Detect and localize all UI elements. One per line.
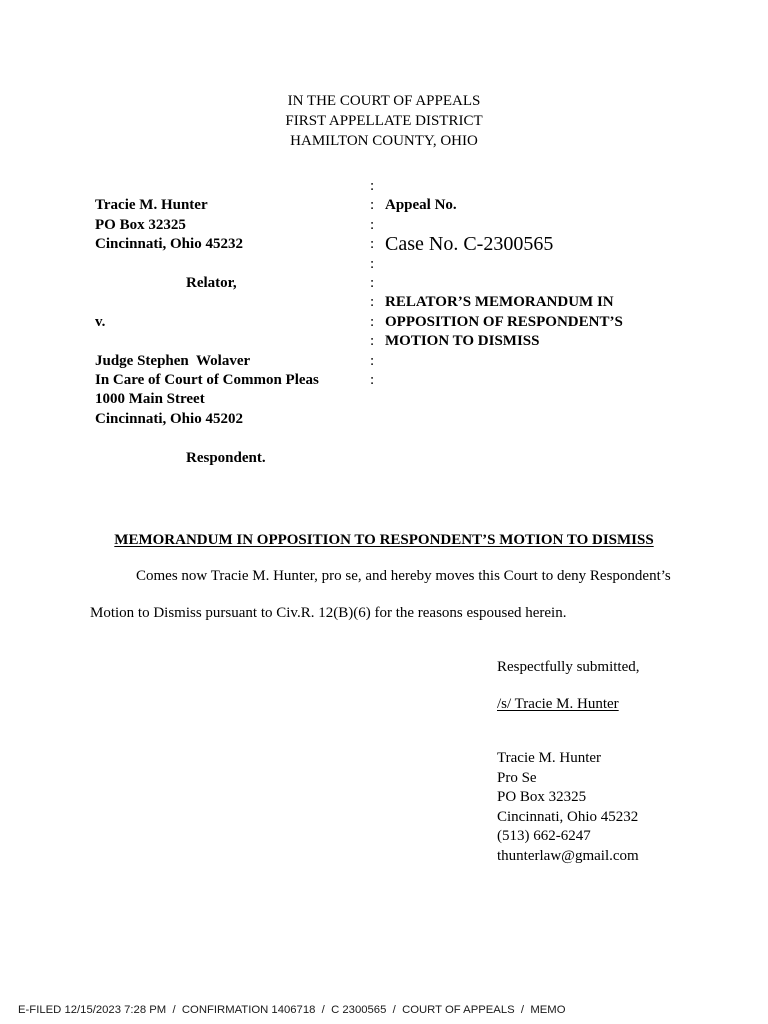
respondent-address-line2: 1000 Main Street <box>95 391 205 408</box>
signer-name: Tracie M. Hunter <box>497 750 602 767</box>
signer-email: thunterlaw@gmail.com <box>497 847 639 864</box>
document-title-line: RELATOR’S MEMORANDUM IN <box>385 294 614 311</box>
memorandum-heading: MEMORANDUM IN OPPOSITION TO RESPONDENT’S MOTION TO DISMISS <box>114 532 654 549</box>
caption-separator-colon: : <box>370 313 375 330</box>
versus-label: v. <box>95 313 106 330</box>
efiling-stamp: E-FILED 12/15/2023 7:28 PM / CONFIRMATION 1406718 / C 2300565 / COURT OF APPEALS / MEMO <box>18 1004 566 1016</box>
case-number: Case No. C-2300565 <box>385 233 554 256</box>
signature-closing: Respectfully submitted, <box>497 659 640 676</box>
signer-address-line1: PO Box 32325 <box>497 789 587 806</box>
respondent-address-line1: In Care of Court of Common Pleas <box>95 372 319 388</box>
relator-address-line2: Cincinnati, Ohio 45232 <box>95 236 243 253</box>
respondent-role: Respondent. <box>186 449 266 466</box>
caption-separator-colon: : <box>370 236 375 253</box>
court-district: FIRST APPELLATE DISTRICT <box>285 113 483 129</box>
relator-role: Relator, <box>186 275 237 291</box>
respondent-name: Judge Stephen Wolaver <box>95 352 251 369</box>
signer-phone: (513) 662-6247 <box>497 828 591 845</box>
caption-separator-colon: : <box>370 294 375 311</box>
court-county: HAMILTON COUNTY, OHIO <box>290 133 478 149</box>
relator-address-line1: PO Box 32325 <box>95 216 186 233</box>
body-text-line: Motion to Dismiss pursuant to Civ.R. 12(B)(6) for the reasons espoused herein. <box>90 605 567 622</box>
electronic-signature: /s/ Tracie M. Hunter <box>497 696 619 713</box>
caption-separator-colon: : <box>370 197 375 214</box>
document-title-line: MOTION TO DISMISS <box>385 333 540 350</box>
court-name: IN THE COURT OF APPEALS <box>287 93 481 109</box>
signer-address-line2: Cincinnati, Ohio 45232 <box>497 808 639 825</box>
caption-separator-colon: : <box>370 275 375 291</box>
signer-capacity: Pro Se <box>497 769 537 786</box>
body-text-line: Comes now Tracie M. Hunter, pro se, and hereby moves this Court to deny Respondent’s <box>136 568 671 585</box>
respondent-address-line3: Cincinnati, Ohio 45202 <box>95 410 243 427</box>
document-title-line: OPPOSITION OF RESPONDENT’S <box>385 313 623 330</box>
appeal-number-label: Appeal No. <box>385 197 457 214</box>
relator-name: Tracie M. Hunter <box>95 197 208 214</box>
caption-separator-colon: : <box>370 216 375 233</box>
caption-separator-colon: : <box>370 333 375 350</box>
caption-separator-colon: : <box>370 372 375 388</box>
caption-separator-colon: : <box>370 352 375 369</box>
caption-separator-colon: : <box>370 178 375 194</box>
caption-separator-colon: : <box>370 255 375 272</box>
